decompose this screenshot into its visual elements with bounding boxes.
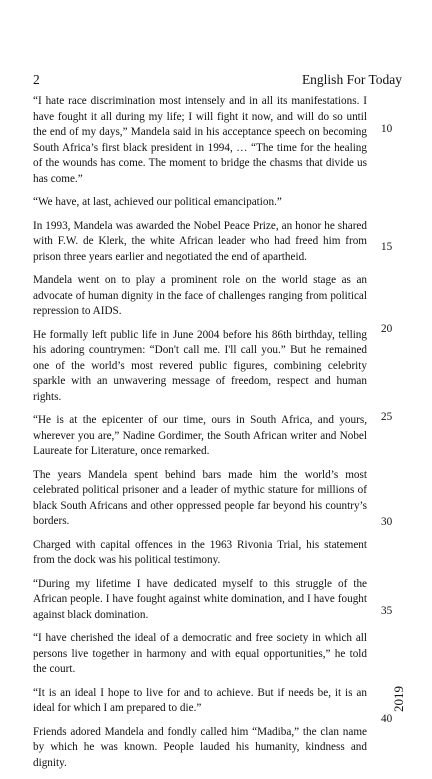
page-number: 2 bbox=[33, 72, 40, 87]
paragraph: “It is an ideal I hope to live for and to achieve. But if needs be, it is an ideal for which I am prepared to die.” bbox=[33, 686, 367, 714]
line-number: 35 bbox=[381, 605, 393, 617]
line-number: 25 bbox=[381, 411, 393, 423]
paragraph: “I hate race discrimination most intensely and in all its manifestations. I have fought it all during my life; I will fight it now, and will do so until the end of my days,” Mandela said in his acceptance speech on becoming South Africa’s first black president in 1994, … “The time for the healing of the wounds has come. The moment to bridge the chasms that divide us has come.” bbox=[33, 95, 367, 185]
line-number: 15 bbox=[381, 241, 393, 253]
paragraph: Friends adored Mandela and fondly called him “Madiba,” the clan name by which he was known. People lauded his humanity, kindness and dignity. bbox=[33, 725, 367, 769]
line-number: 20 bbox=[381, 323, 393, 335]
paragraph: Charged with capital offences in the 1963 Rivonia Trial, his statement from the dock was his political testimony. bbox=[33, 538, 367, 566]
paragraph: “We have, at last, achieved our political emancipation.” bbox=[33, 196, 282, 208]
side-year-label: 2019 bbox=[391, 686, 406, 712]
line-number: 30 bbox=[381, 516, 393, 528]
paragraph: “I have cherished the ideal of a democratic and free society in which all persons live together in harmony and with equal opportunities,” he told the court. bbox=[33, 632, 367, 675]
line-number: 40 bbox=[381, 713, 393, 725]
paragraph: He formally left public life in June 2004 before his 86th birthday, telling his adoring countrymen: “Don't call me. I'll call you.” But he remained one of the world’s most revered public figures, combining celebrity sparkle with an unwavering message of freedom, respect and human rights. bbox=[33, 328, 367, 403]
line-number: 10 bbox=[381, 123, 393, 135]
text-body bbox=[33, 94, 367, 779]
paragraph: Mandela went on to play a prominent role on the world stage as an advocate of human dignity in the face of challenges ranging from political repression to AIDS. bbox=[33, 274, 367, 317]
paragraph: “During my lifetime I have dedicated myself to this struggle of the African people. I have fought against white domination, and I have fought against black domination. bbox=[33, 577, 367, 621]
paragraph: In 1993, Mandela was awarded the Nobel Peace Prize, an honor he shared with F.W. de Klerk, the white African leader who had freed him from prison three years earlier and negotiated the end of apartheid. bbox=[33, 219, 367, 263]
running-header: English For Today bbox=[301, 72, 402, 87]
paragraph: The years Mandela spent behind bars made him the world’s most celebrated political prisoner and a leader of mythic stature for millions of black South Africans and other oppressed people far beyond his country’s borders. bbox=[33, 468, 367, 527]
paragraph: “He is at the epicenter of our time, ours in South Africa, and yours, wherever you are,” Nadine Gordimer, the South African writer and Nobel Laureate for Literature, once remarked. bbox=[33, 414, 367, 457]
